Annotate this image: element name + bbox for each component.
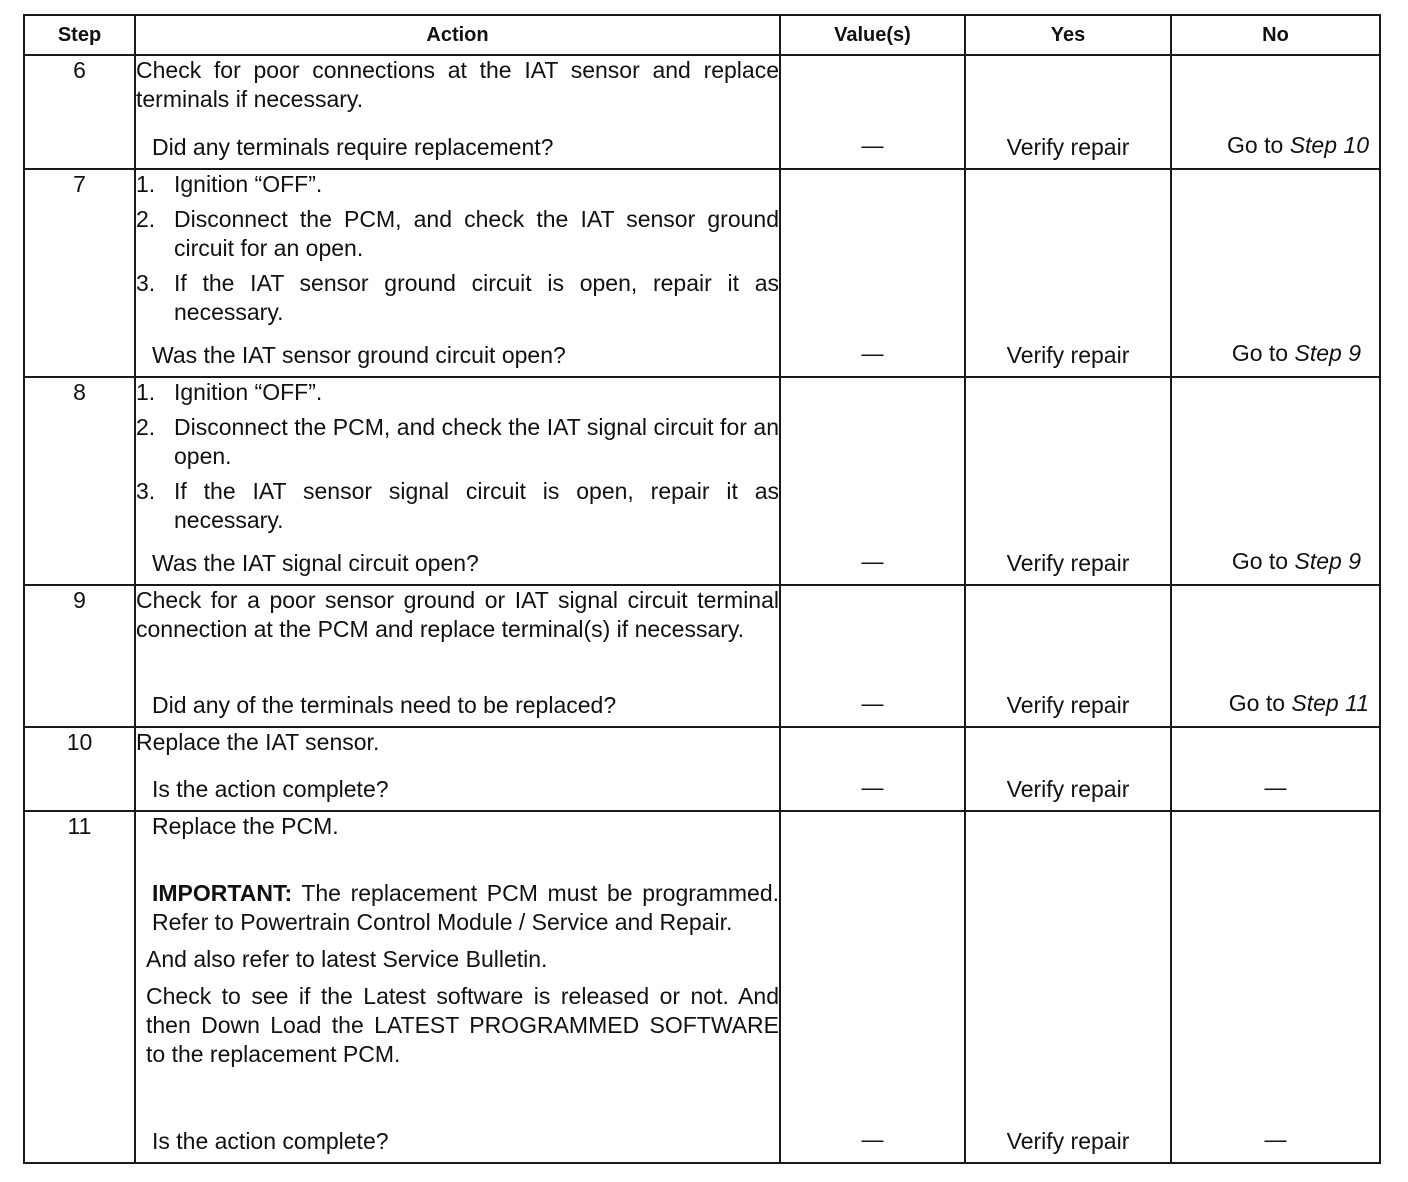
action-cell — [135, 55, 780, 169]
action-question: Did any of the terminals need to be replaced? — [152, 692, 617, 718]
action-question: Was the IAT sensor ground circuit open? — [152, 342, 566, 368]
yes-cell: Verify repair — [965, 811, 1171, 1163]
yes-cell: Verify repair — [965, 169, 1171, 377]
list-item: 1. Ignition “OFF”. — [136, 379, 323, 405]
value-cell: — — [780, 585, 965, 727]
step-number: 6 — [24, 55, 135, 169]
no-cell: Go to Step 10 — [1171, 55, 1380, 169]
list-item: 3. If the IAT sensor signal circuit is open, repair it as necessary. — [136, 478, 779, 533]
step-number: 11 — [24, 811, 135, 1163]
action-text: Check for poor connections at the IAT sensor and replace terminals if necessary. — [136, 57, 779, 112]
value-cell: — — [780, 55, 965, 169]
action-text: Replace the PCM. — [152, 813, 339, 839]
action-list — [136, 378, 779, 535]
header-yes: Yes — [965, 15, 1171, 55]
important-note — [146, 879, 779, 937]
table-row — [24, 169, 1380, 377]
yes-cell: Verify repair — [965, 377, 1171, 585]
yes-cell: Verify repair — [965, 585, 1171, 727]
no-cell: Go to Step 9 — [1171, 169, 1380, 377]
action-list — [136, 170, 779, 327]
list-item: 3. If the IAT sensor ground circuit is open, repair it as necessary. — [136, 270, 779, 325]
yes-cell: Verify repair — [965, 727, 1171, 811]
list-item: 1. Ignition “OFF”. — [136, 171, 323, 197]
action-question: Was the IAT signal circuit open? — [152, 550, 479, 576]
action-cell — [135, 377, 780, 585]
table-row — [24, 727, 1380, 811]
note-software: Check to see if the Latest software is released or not. And then Down Load the LATEST PROGRAMMED SOFTWARE to the replacement PCM. — [146, 983, 779, 1067]
list-item: 2. Disconnect the PCM, and check the IAT signal circuit for an open. — [136, 414, 779, 469]
action-cell — [135, 585, 780, 727]
no-cell: — — [1171, 811, 1380, 1163]
header-row — [24, 15, 1380, 55]
value-cell: — — [780, 169, 965, 377]
table-row — [24, 377, 1380, 585]
table-row — [24, 585, 1380, 727]
value-cell: — — [780, 811, 965, 1163]
important-label: IMPORTANT: — [152, 880, 293, 906]
action-question: Is the action complete? — [152, 776, 389, 802]
action-cell — [135, 811, 780, 1163]
table-row — [24, 811, 1380, 1163]
list-item: 2. Disconnect the PCM, and check the IAT sensor ground circuit for an open. — [136, 206, 779, 261]
value-cell: — — [780, 377, 965, 585]
action-cell — [135, 727, 780, 811]
step-number: 10 — [24, 727, 135, 811]
value-cell: — — [780, 727, 965, 811]
header-no: No — [1171, 15, 1380, 55]
no-cell: Go to Step 11 — [1171, 585, 1380, 727]
action-cell — [135, 169, 780, 377]
header-action: Action — [135, 15, 780, 55]
action-question: Did any terminals require replacement? — [152, 134, 554, 160]
action-text: Replace the IAT sensor. — [136, 729, 380, 755]
no-cell: Go to Step 9 — [1171, 377, 1380, 585]
step-number: 9 — [24, 585, 135, 727]
header-step: Step — [24, 15, 135, 55]
note-service-bulletin: And also refer to latest Service Bulletin. — [146, 946, 548, 972]
action-question: Is the action complete? — [152, 1128, 389, 1154]
table-row — [24, 55, 1380, 169]
diagnostic-table — [23, 14, 1381, 1164]
important-text: The replacement PCM must be programmed. Refer to Powertrain Control Module / Service and Repair. — [152, 880, 779, 935]
yes-cell: Verify repair — [965, 55, 1171, 169]
step-number: 8 — [24, 377, 135, 585]
header-values: Value(s) — [780, 15, 965, 55]
step-number: 7 — [24, 169, 135, 377]
action-text: Check for a poor sensor ground or IAT signal circuit terminal connection at the PCM and replace terminal(s) if necessary. — [136, 587, 779, 642]
no-cell: — — [1171, 727, 1380, 811]
